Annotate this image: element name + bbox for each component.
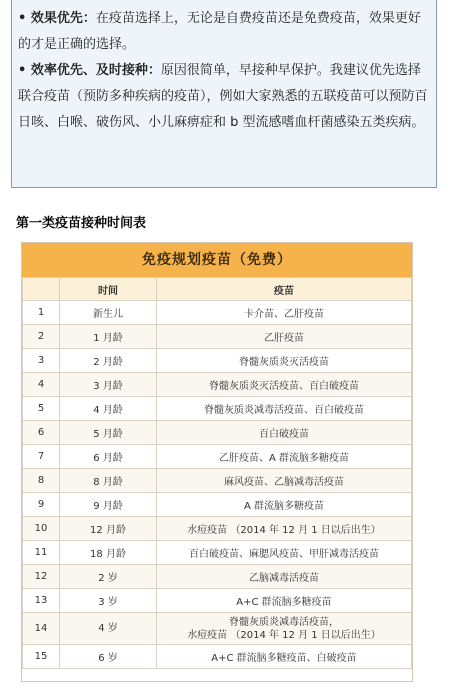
schedule-grid (22, 277, 412, 669)
table-row (23, 589, 412, 613)
row-vaccine: 乙肝疫苗、A 群流脑多糖疫苗 (157, 445, 412, 469)
row-number: 9 (23, 493, 60, 517)
bullet: • (18, 63, 27, 78)
row-time: 6 月龄 (60, 445, 157, 469)
row-vaccine: 百白破疫苗 (157, 421, 412, 445)
tip-text: 原因很简单，早接种早保护。我建议优先选择联合疫苗（预防多种疾病的疫苗），例如大家熟悉的五联疫苗可以预防百日咳、白喉、破伤风、小儿麻痹症和 b 型流感嗜血杆菌感染五类疾病。 (18, 63, 428, 130)
tip-efficiency (18, 58, 430, 136)
row-number: 13 (23, 589, 60, 613)
table-row (23, 565, 412, 589)
row-number: 1 (23, 301, 60, 325)
bullet: • (18, 11, 27, 26)
row-vaccine: A+C 群流脑多糖疫苗、白破疫苗 (157, 645, 412, 669)
row-number: 12 (23, 565, 60, 589)
table-row (23, 541, 412, 565)
table-row (23, 445, 412, 469)
row-number: 15 (23, 645, 60, 669)
row-vaccine: A 群流脑多糖疫苗 (157, 493, 412, 517)
row-vaccine: 麻风疫苗、乙脑减毒活疫苗 (157, 469, 412, 493)
tip-box (11, 0, 437, 188)
row-number: 2 (23, 325, 60, 349)
row-time: 8 月龄 (60, 469, 157, 493)
table-row (23, 349, 412, 373)
tip-efficacy (18, 6, 430, 58)
table-row (23, 325, 412, 349)
tip-heading: 效果优先： (30, 11, 96, 26)
table-row (23, 421, 412, 445)
row-vaccine: 卡介苗、乙肝疫苗 (157, 301, 412, 325)
row-time: 12 月龄 (60, 517, 157, 541)
row-time: 3 月龄 (60, 373, 157, 397)
table-row (23, 397, 412, 421)
row-number: 6 (23, 421, 60, 445)
row-vaccine: 乙脑减毒活疫苗 (157, 565, 412, 589)
header-row (23, 278, 412, 301)
row-number: 11 (23, 541, 60, 565)
row-vaccine: 脊髓灰质炎灭活疫苗 (157, 349, 412, 373)
row-number: 4 (23, 373, 60, 397)
table-row (23, 517, 412, 541)
row-vaccine: 百白破疫苗、麻腮风疫苗、甲肝减毒活疫苗 (157, 541, 412, 565)
row-number: 10 (23, 517, 60, 541)
table-title: 免疫规划疫苗（免费） (22, 243, 412, 277)
row-vaccine-line: 脊髓灰质炎减毒活疫苗， (229, 616, 339, 628)
row-number: 5 (23, 397, 60, 421)
row-vaccine: 乙肝疫苗 (157, 325, 412, 349)
row-time: 5 月龄 (60, 421, 157, 445)
table-row (23, 645, 412, 669)
header-time: 时间 (60, 278, 157, 301)
vaccine-schedule-table (21, 242, 413, 682)
section-title: 第一类疫苗接种时间表 (16, 216, 147, 231)
table-row (23, 469, 412, 493)
row-time: 4 月龄 (60, 397, 157, 421)
row-vaccine: A+C 群流脑多糖疫苗 (157, 589, 412, 613)
table-row (23, 613, 412, 645)
row-time: 1 月龄 (60, 325, 157, 349)
header-vaccine: 疫苗 (157, 278, 412, 301)
row-time: 4 岁 (60, 613, 157, 645)
row-vaccine-line: 水痘疫苗 （2014 年 12 月 1 日以后出生） (187, 629, 381, 641)
row-number: 14 (23, 613, 60, 645)
row-time: 2 岁 (60, 565, 157, 589)
table-row (23, 301, 412, 325)
row-time: 2 月龄 (60, 349, 157, 373)
row-time: 新生儿 (60, 301, 157, 325)
tip-heading: 效率优先、及时接种： (30, 63, 161, 78)
row-time: 18 月龄 (60, 541, 157, 565)
header-number (23, 278, 60, 301)
table-row (23, 373, 412, 397)
tip-text: 在疫苗选择上，无论是自费疫苗还是免费疫苗，效果更好的才是正确的选择。 (18, 11, 421, 52)
row-number: 8 (23, 469, 60, 493)
row-vaccine: 脊髓灰质炎减毒活疫苗、百白破疫苗 (157, 397, 412, 421)
row-number: 7 (23, 445, 60, 469)
row-vaccine (157, 613, 412, 645)
row-time: 3 岁 (60, 589, 157, 613)
row-time: 6 岁 (60, 645, 157, 669)
row-vaccine: 脊髓灰质炎灭活疫苗、百白破疫苗 (157, 373, 412, 397)
table-row (23, 493, 412, 517)
row-number: 3 (23, 349, 60, 373)
row-time: 9 月龄 (60, 493, 157, 517)
row-vaccine: 水痘疫苗 （2014 年 12 月 1 日以后出生） (157, 517, 412, 541)
